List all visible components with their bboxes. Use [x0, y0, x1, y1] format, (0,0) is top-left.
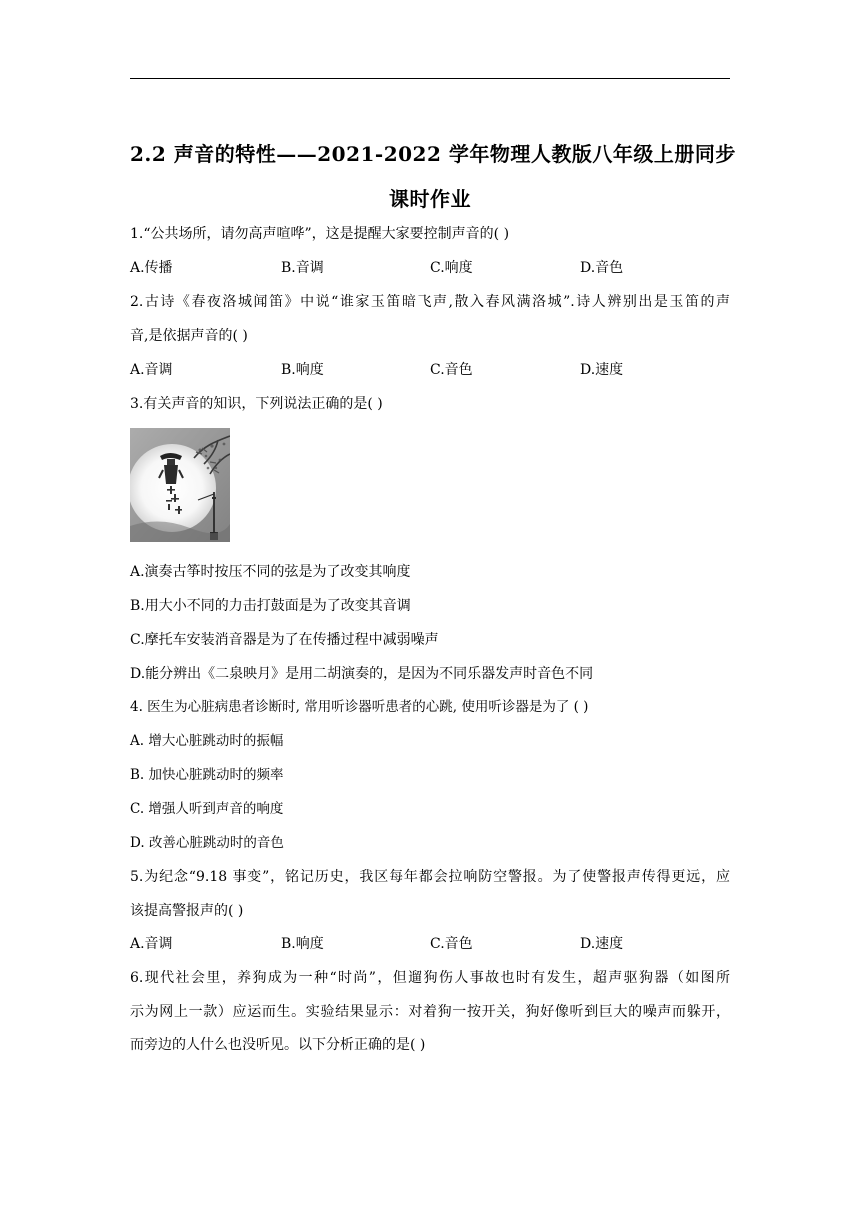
header-rule — [130, 78, 730, 79]
question-4-option-d: D. 改善心脏跳动时的音色 — [130, 835, 284, 851]
question-3-option-d: D.能分辨出《二泉映月》是用二胡演奏的，是因为不同乐器发声时音色不同 — [130, 666, 594, 682]
question-3-option-b: B.用大小不同的力击打鼓面是为了改变其音调 — [130, 598, 411, 614]
question-2-option-d: D.速度 — [580, 362, 624, 378]
question-4-stem: 4. 医生为心脏病患者诊断时, 常用听诊器听患者的心跳, 使用听诊器是为了 ( ) — [130, 699, 589, 715]
question-1-option-d: D.音色 — [580, 260, 624, 276]
question-2-option-b: B.响度 — [281, 362, 324, 378]
question-5-option-a: A.音调 — [130, 936, 173, 952]
question-2-stem-line2: 音,是依据声音的( ) — [130, 328, 248, 344]
question-6-stem-line1: 6.现代社会里，养狗成为一种“时尚”，但遛狗伤人事故也时有发生，超声驱狗器（如图所 — [130, 970, 730, 986]
erquan-yingyue-painting-icon — [130, 428, 230, 542]
question-4-option-b: B. 加快心脏跳动时的频率 — [130, 767, 284, 783]
page-title: 2.2 声音的特性——2021-2022 学年物理人教版八年级上册同步 — [130, 142, 736, 166]
question-5-option-d: D.速度 — [580, 936, 624, 952]
question-5-option-c: C.音色 — [430, 936, 473, 952]
question-1-option-b: B.音调 — [281, 260, 324, 276]
question-4-option-a: A. 增大心脏跳动时的振幅 — [130, 733, 284, 749]
question-5-option-b: B.响度 — [281, 936, 324, 952]
question-3-stem: 3.有关声音的知识，下列说法正确的是( ) — [130, 396, 383, 412]
question-4-option-c: C. 增强人听到声音的响度 — [130, 801, 284, 817]
question-2-option-c: C.音色 — [430, 362, 473, 378]
question-1-option-c: C.响度 — [430, 260, 473, 276]
question-1-stem: 1.“公共场所，请勿高声喧哗”，这是提醒大家要控制声音的( ) — [130, 226, 510, 242]
question-3-option-a: A.演奏古筝时按压不同的弦是为了改变其响度 — [130, 564, 411, 580]
question-2-option-a: A.音调 — [130, 362, 173, 378]
question-3-option-c: C.摩托车安装消音器是为了在传播过程中减弱噪声 — [130, 632, 439, 648]
question-6-stem-line2: 示为网上一款）应运而生。实验结果显示：对着狗一按开关，狗好像听到巨大的噪声而躲开， — [130, 1004, 730, 1020]
question-5-stem-line2: 该提高警报声的( ) — [130, 903, 244, 919]
question-2-stem-line1: 2.古诗《春夜洛城闻笛》中说“谁家玉笛暗飞声,散入春风满洛城”.诗人辨别出是玉笛的声 — [130, 294, 730, 310]
question-6-stem-line3: 而旁边的人什么也没听见。以下分析正确的是( ) — [130, 1037, 426, 1053]
question-1-option-a: A.传播 — [130, 260, 173, 276]
page-title-line2: 课时作业 — [389, 187, 471, 211]
question-5-stem-line1: 5.为纪念“9.18 事变”，铭记历史，我区每年都会拉响防空警报。为了使警报声传得更远，应 — [130, 869, 730, 885]
